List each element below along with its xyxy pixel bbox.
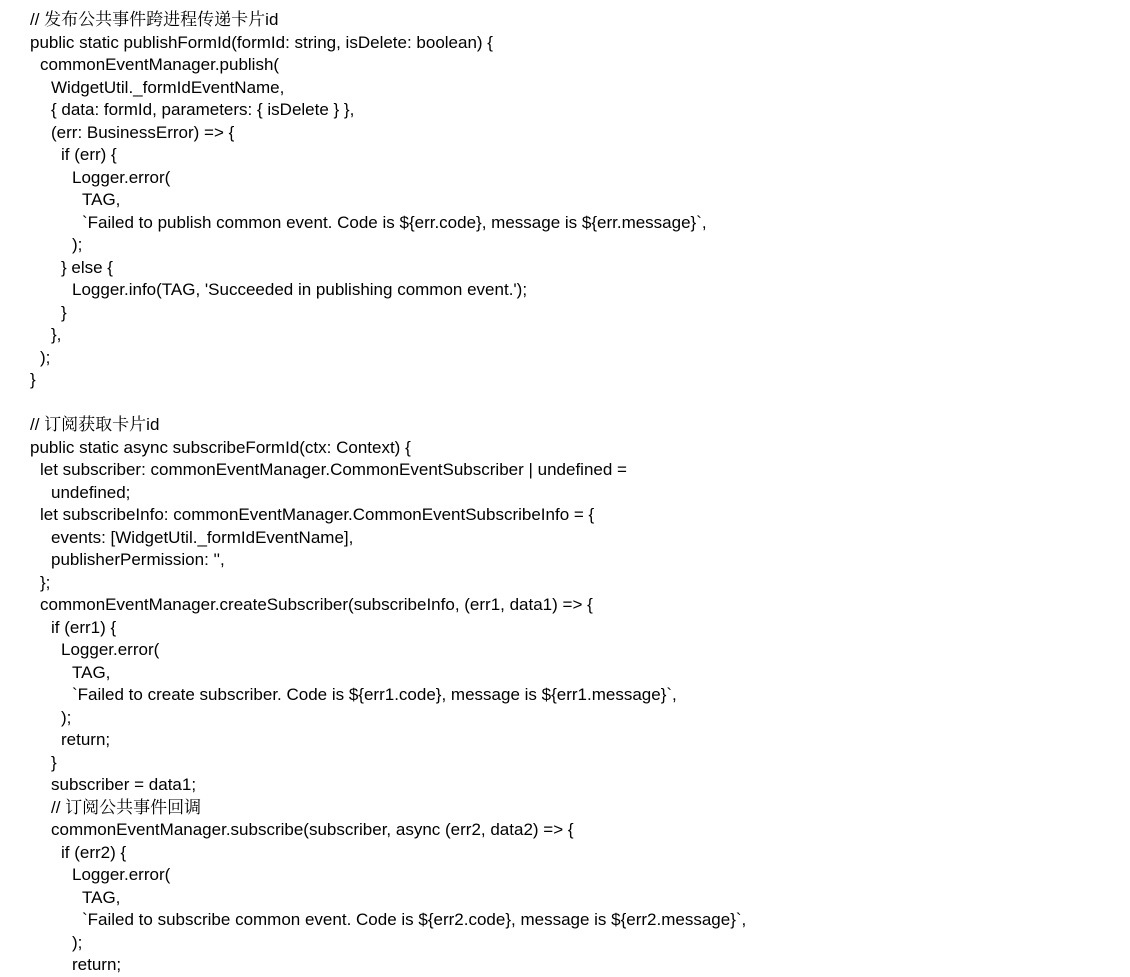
- code-line: };: [40, 572, 51, 592]
- code-line: );: [40, 347, 51, 367]
- code-line: `Failed to publish common event. Code is ${err.code}, message is ${err.message}`,: [82, 212, 707, 232]
- code-line: }: [61, 302, 67, 322]
- code-line: return;: [61, 730, 111, 749]
- code-line: );: [72, 932, 83, 952]
- code-line: return;: [72, 955, 122, 974]
- code-line: commonEventManager.createSubscriber(subscribeInfo, (err1, data1) => {: [40, 595, 593, 614]
- code-comment-line: // 订阅公共事件回调: [51, 797, 202, 817]
- code-line: );: [61, 707, 72, 727]
- code-line: if (err2) {: [61, 842, 127, 862]
- code-line: },: [51, 325, 62, 344]
- code-comment-line: // 订阅获取卡片id: [30, 415, 160, 434]
- code-line: }: [51, 752, 57, 772]
- code-line: public static async subscribeFormId(ctx: Context) {: [30, 437, 411, 457]
- code-line: public static publishFormId(formId: string, isDelete: boolean) {: [30, 32, 493, 52]
- code-line: subscriber = data1;: [51, 775, 197, 794]
- code-line: );: [72, 235, 83, 254]
- code-line: commonEventManager.subscribe(subscriber, async (err2, data2) => {: [51, 820, 574, 839]
- code-line: Logger.error(: [61, 640, 160, 659]
- code-line: (err: BusinessError) => {: [51, 122, 235, 142]
- code-line: if (err) {: [61, 145, 117, 164]
- code-line: publisherPermission: '',: [51, 550, 225, 569]
- code-line: TAG,: [82, 190, 121, 209]
- code-line: TAG,: [82, 887, 121, 907]
- code-line: TAG,: [72, 662, 111, 682]
- code-document: [30, 9, 1120, 977]
- code-line: undefined;: [51, 482, 131, 502]
- code-line: [30, 392, 1120, 415]
- code-comment-line: // 发布公共事件跨进程传递卡片id: [30, 10, 279, 29]
- code-line: events: [WidgetUtil._formIdEventName],: [51, 527, 354, 547]
- code-line: }: [30, 370, 36, 389]
- code-line: let subscribeInfo: commonEventManager.CommonEventSubscribeInfo = {: [40, 505, 595, 524]
- code-line: Logger.error(: [72, 167, 171, 187]
- code-line: if (err1) {: [51, 617, 117, 637]
- code-line: Logger.error(: [72, 865, 171, 884]
- code-line: { data: formId, parameters: { isDelete } },: [51, 100, 355, 119]
- code-line: `Failed to subscribe common event. Code is ${err2.code}, message is ${err2.message}`,: [82, 910, 747, 929]
- code-line: WidgetUtil._formIdEventName,: [51, 77, 285, 97]
- code-line: `Failed to create subscriber. Code is ${err1.code}, message is ${err1.message}`,: [72, 685, 677, 704]
- code-line: Logger.info(TAG, 'Succeeded in publishing common event.');: [72, 280, 528, 299]
- code-line: let subscriber: commonEventManager.CommonEventSubscriber | undefined =: [40, 460, 627, 479]
- code-line: commonEventManager.publish(: [40, 55, 280, 74]
- code-line: } else {: [61, 257, 113, 277]
